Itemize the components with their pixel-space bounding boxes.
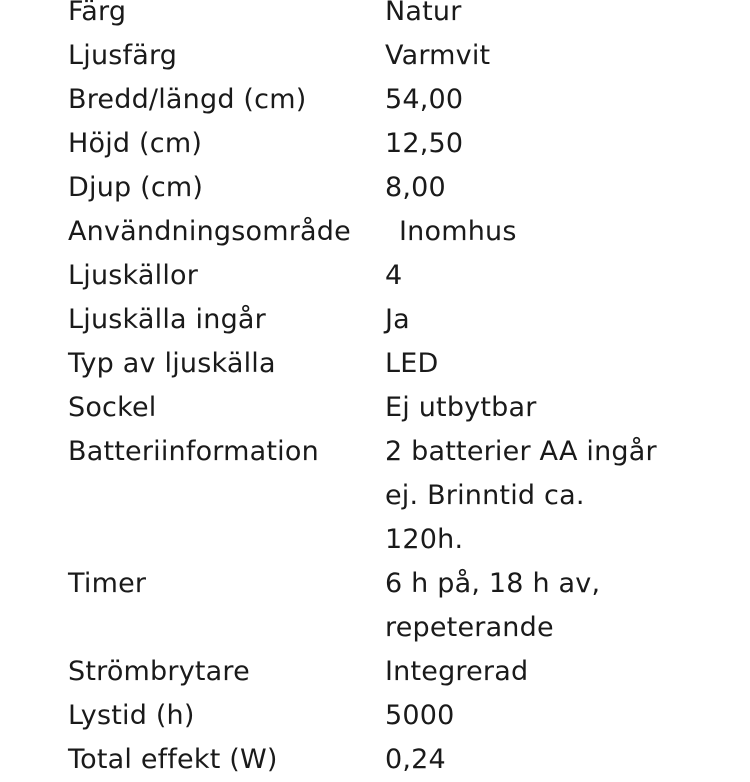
spec-label: Timer bbox=[68, 568, 147, 599]
spec-value-line: 8,00 bbox=[385, 172, 446, 203]
spec-value-line: 5000 bbox=[385, 700, 455, 731]
spec-value bbox=[385, 78, 728, 122]
spec-label: Höjd (cm) bbox=[68, 128, 203, 159]
spec-row-ljuskallor bbox=[68, 254, 728, 298]
spec-row-typ-av-ljuskalla bbox=[68, 342, 728, 386]
spec-value-line: 120h. bbox=[385, 524, 464, 555]
spec-value-line: 12,50 bbox=[385, 128, 464, 159]
spec-row-strombrytare bbox=[68, 650, 728, 694]
spec-row-total-effekt bbox=[68, 738, 728, 782]
spec-value-line: Varmvit bbox=[385, 40, 491, 71]
spec-row-sockel bbox=[68, 386, 728, 430]
spec-value bbox=[385, 122, 728, 166]
spec-label: Strömbrytare bbox=[68, 656, 250, 687]
spec-row-ljuskalla-ingar bbox=[68, 298, 728, 342]
spec-value-line: 54,00 bbox=[385, 84, 464, 115]
specification-table bbox=[68, 0, 728, 782]
spec-value bbox=[385, 562, 728, 650]
spec-value bbox=[385, 0, 728, 34]
spec-row-farg bbox=[68, 0, 728, 34]
spec-value-line: 4 bbox=[385, 260, 403, 291]
spec-value-line: Ej utbytbar bbox=[385, 392, 537, 423]
spec-value bbox=[385, 210, 728, 254]
spec-label: Bredd/längd (cm) bbox=[68, 84, 307, 115]
spec-label: Sockel bbox=[68, 392, 157, 423]
spec-row-ljusfarg bbox=[68, 34, 728, 78]
spec-label: Total effekt (W) bbox=[68, 744, 278, 775]
spec-row-anvandningsomrade bbox=[68, 210, 728, 254]
spec-value-line: Inomhus bbox=[399, 216, 517, 247]
spec-label: Lystid (h) bbox=[68, 700, 195, 731]
spec-value-line: 6 h på, 18 h av, bbox=[385, 568, 601, 599]
spec-value-line: ej. Brinntid ca. bbox=[385, 480, 585, 511]
spec-label: Djup (cm) bbox=[68, 172, 204, 203]
spec-row-djup bbox=[68, 166, 728, 210]
spec-value bbox=[385, 430, 728, 562]
spec-value-line: LED bbox=[385, 348, 439, 379]
spec-row-hojd bbox=[68, 122, 728, 166]
spec-value-line: Natur bbox=[385, 0, 462, 27]
spec-value bbox=[385, 738, 728, 782]
spec-value-line: 0,24 bbox=[385, 744, 446, 775]
spec-value bbox=[385, 254, 728, 298]
spec-value bbox=[385, 650, 728, 694]
spec-label: Ljusfärg bbox=[68, 40, 178, 71]
spec-value bbox=[385, 386, 728, 430]
spec-value-line: Ja bbox=[385, 304, 410, 335]
spec-label: Ljuskällor bbox=[68, 260, 199, 291]
spec-label: Användningsområde bbox=[68, 216, 351, 247]
spec-row-batteriinformation bbox=[68, 430, 728, 562]
spec-row-bredd-langd bbox=[68, 78, 728, 122]
spec-value bbox=[385, 694, 728, 738]
spec-label: Typ av ljuskälla bbox=[68, 348, 276, 379]
spec-label: Batteriinformation bbox=[68, 436, 319, 467]
spec-value bbox=[385, 166, 728, 210]
spec-row-lystid bbox=[68, 694, 728, 738]
spec-value-line: Integrerad bbox=[385, 656, 529, 687]
spec-value-line: repeterande bbox=[385, 612, 554, 643]
spec-value bbox=[385, 342, 728, 386]
spec-value bbox=[385, 34, 728, 78]
spec-label: Ljuskälla ingår bbox=[68, 304, 266, 335]
spec-row-timer bbox=[68, 562, 728, 650]
spec-value-line: 2 batterier AA ingår bbox=[385, 436, 657, 467]
spec-label: Färg bbox=[68, 0, 127, 27]
spec-value bbox=[385, 298, 728, 342]
